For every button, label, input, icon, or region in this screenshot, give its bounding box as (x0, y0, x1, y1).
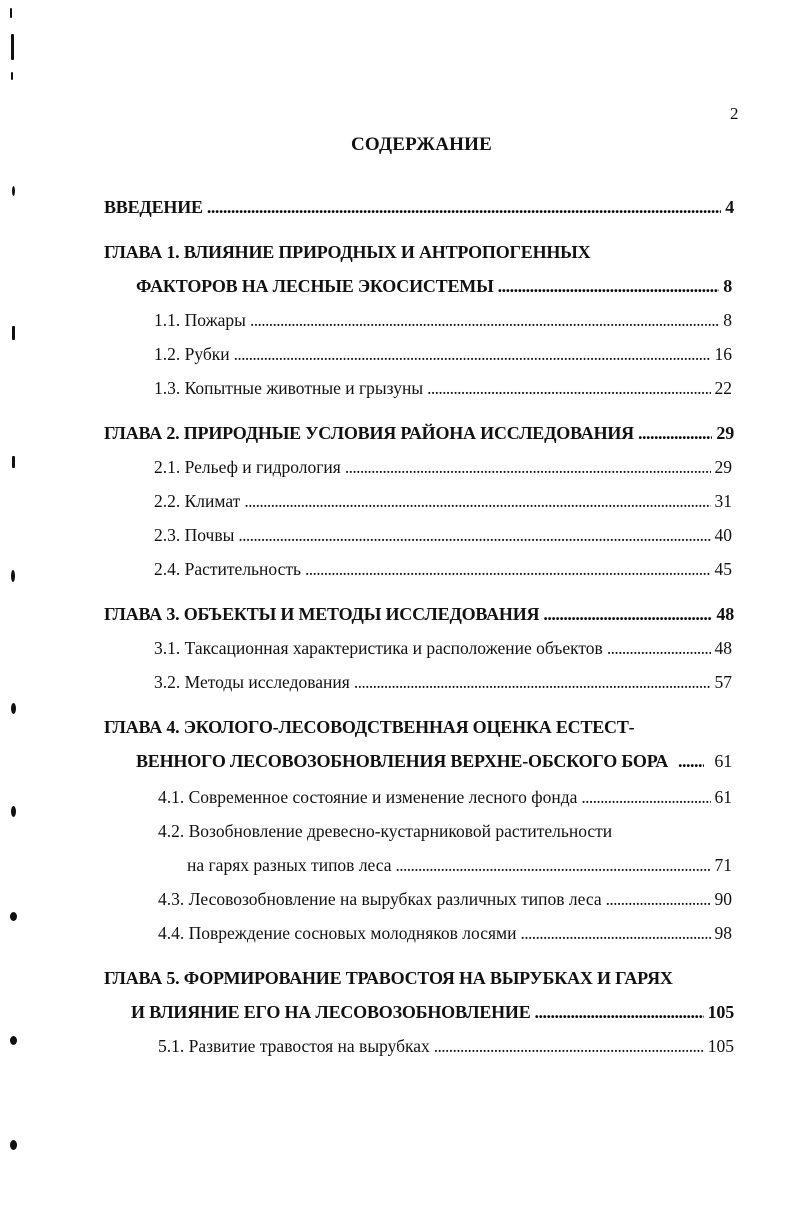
toc-entry-2-3: 2.3. Почвы . . . 40 (154, 523, 732, 547)
scan-mark (11, 703, 16, 714)
scan-mark (12, 326, 15, 340)
scan-mark (11, 34, 14, 60)
toc-entry-2-4: 2.4. Растительность . . . 45 (154, 557, 732, 581)
dot-leader (396, 853, 711, 877)
toc-entry-chapter-4-cont: ВЕННОГО ЛЕСОВОЗОБНОВЛЕНИЯ ВЕРХНЕ-ОБСКОГО БОРА . . . 61 (136, 749, 732, 773)
toc-entry-4-2-cont: на гарях разных типов леса . . . 71 (187, 853, 732, 877)
scan-mark (11, 806, 16, 817)
toc-entry-chapter-3: ГЛАВА 3. ОБЪЕКТЫ И МЕТОДЫ ИССЛЕДОВАНИЯ . . . 48 (104, 602, 734, 626)
dot-leader (305, 557, 711, 581)
scan-mark (12, 456, 15, 468)
dot-leader (345, 455, 711, 479)
dot-leader (606, 887, 711, 911)
dot-leader (434, 1034, 704, 1058)
toc-entry-1-1: 1.1. Пожары . . . 8 (154, 308, 732, 332)
toc-entry-chapter-2: ГЛАВА 2. ПРИРОДНЫЕ УСЛОВИЯ РАЙОНА ИССЛЕДОВАНИЯ . . . 29 (104, 421, 734, 445)
scan-mark (10, 912, 17, 921)
dot-leader (354, 670, 711, 694)
toc-entry-4-4: 4.4. Повреждение сосновых молодняков лосями . . . 98 (158, 921, 732, 945)
toc-entry-2-2: 2.2. Климат . . . 31 (154, 489, 732, 513)
toc-entry-3-2: 3.2. Методы исследования . . . 57 (154, 670, 732, 694)
page-title: СОДЕРЖАНИЕ (351, 134, 492, 155)
dot-leader (638, 421, 712, 445)
dot-leader (427, 376, 710, 400)
dot-leader (543, 602, 712, 626)
dot-leader (250, 308, 719, 332)
scan-mark (10, 1036, 17, 1045)
dot-leader (234, 342, 711, 366)
scan-mark (11, 570, 15, 582)
dot-leader (244, 489, 710, 513)
dot-leader (535, 1000, 704, 1024)
toc-entry-4-3: 4.3. Лесовозобновление на вырубках различных типов леса . . . 90 (158, 887, 732, 911)
dot-leader (581, 785, 710, 809)
toc-entry-5-1: 5.1. Развитие травостоя на вырубках . . . 105 (158, 1034, 734, 1058)
toc-entry-chapter-5-cont: И ВЛИЯНИЕ ЕГО НА ЛЕСОВОЗОБНОВЛЕНИЕ . . . 105 (131, 1000, 734, 1024)
toc-entry-2-1: 2.1. Рельеф и гидрология . . . 29 (154, 455, 732, 479)
dot-leader (238, 523, 710, 547)
scan-mark (11, 72, 13, 80)
scan-mark (10, 1140, 17, 1150)
scan-mark (10, 8, 12, 18)
dot-leader (678, 749, 704, 773)
toc-entry-1-2: 1.2. Рубки . . . 16 (154, 342, 732, 366)
dot-leader (498, 274, 720, 298)
toc-entry-3-1: 3.1. Таксационная характеристика и расположение объектов . . . 48 (154, 636, 732, 660)
dot-leader (607, 636, 711, 660)
page-number: 2 (730, 104, 739, 123)
toc-entry-4-1: 4.1. Современное состояние и изменение лесного фонда . . . 61 (158, 785, 732, 809)
toc-entry-introduction: ВВЕДЕНИЕ . . . 4 (104, 195, 734, 219)
dot-leader (207, 195, 721, 219)
toc-entry-4-2: 4.2. Возобновление древесно-кустарниковой растительности (158, 821, 613, 841)
toc-entry-chapter-1-cont: ФАКТОРОВ НА ЛЕСНЫЕ ЭКОСИСТЕМЫ . . . 8 (136, 274, 732, 298)
toc-entry-chapter-5: ГЛАВА 5. ФОРМИРОВАНИЕ ТРАВОСТОЯ НА ВЫРУБКАХ И ГАРЯХ (104, 968, 673, 988)
scan-mark (12, 186, 15, 196)
toc-entry-chapter-1: ГЛАВА 1. ВЛИЯНИЕ ПРИРОДНЫХ И АНТРОПОГЕННЫХ (104, 242, 591, 262)
toc-entry-chapter-4: ГЛАВА 4. ЭКОЛОГО-ЛЕСОВОДСТВЕННАЯ ОЦЕНКА ЕСТЕСТ- (104, 717, 635, 737)
toc-entry-1-3: 1.3. Копытные животные и грызуны . . . 22 (154, 376, 732, 400)
dot-leader (520, 921, 710, 945)
